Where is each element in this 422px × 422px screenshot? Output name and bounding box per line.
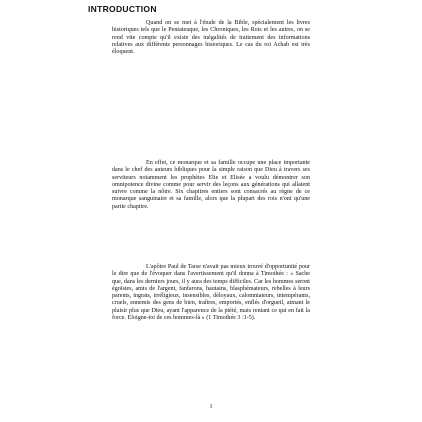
paragraph-1: Quand on se met à l'étude de la Bible, spécialement les livres historiques tels que le Pentateuque, les Chroniques, les Rois et les autres, on se rend vite compte qu'il existe des inégalités de traitement des informations relatives aux différents personnages historiques. Le cas du roi Achab est très éloquent. [112,20,310,55]
paragraph-3: L'apôtre Paul de Tarse n'avait pas mieux trouvé d'opportunité pour le dire que de l'évoquer dans l'avertissement qu'il donna à Timothée : « Sache que, dans les derniers jours, il y aura des temps difficiles. Car les hommes seront égoïstes, amis de l'argent, fanfarons, hautains, blasphémateurs, rebelles à leurs parents, ingrats, irréligieux, insensibles, déloyaux, calomniateurs, intempérants, cruels, ennemis des gens de bien, traîtres, emportés, enflés d'orgueil, aimant le plaisir plus que Dieu, ayant l'apparence de la piété, mais reniant ce qui en fait la force. Eloigne-toi de ces hommes-là » (1 Timothée 3 :1-5). [112,264,310,321]
paragraph-2: En effet, ce monarque et sa famille occupe une place importante dans le chef des auteurs bibliques pour la simple raison que Dieu à travers ses serviteurs notamment les prophètes Elie et Elisée a voulu démontrer son omnipotence divine comme pour servir des leçons aux générations qui allaient suivre comme la nôtre. Six chapitres entiers sont consacrés au règne de ce monarque sanguinaire et sa famille, alors que la plupart des rois n'ont qu'une partie chapitre. [112,160,310,210]
chapter-heading: INTRODUCTION [88,4,157,14]
page-number: 1 [209,404,213,410]
